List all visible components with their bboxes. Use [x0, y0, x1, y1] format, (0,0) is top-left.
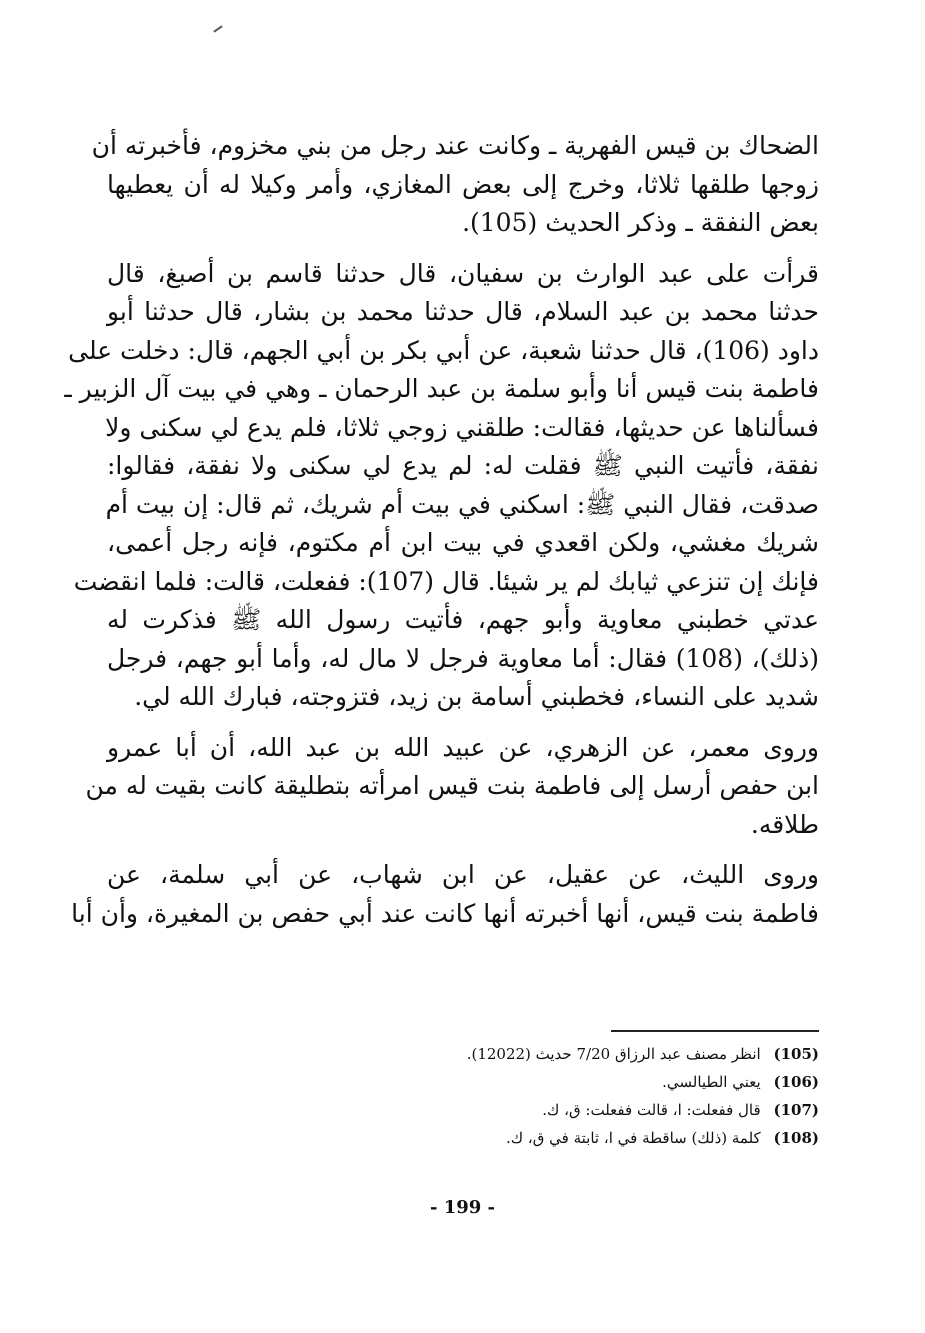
footnote-divider: [611, 1030, 819, 1032]
text-line: بعض النفقة ـ وذكر الحديث (105).: [462, 208, 819, 237]
text-line: طلاقه.: [750, 809, 819, 839]
scan-speck: [213, 25, 222, 32]
footnote-text: كلمة (ذلك) ساقطة في ا، ثابتة في ق، ك.: [506, 1129, 761, 1147]
text-line: شديد على النساء، فخطبني أسامة بن زيد، فتزوجته، فبارك الله لي.: [134, 682, 819, 711]
paragraph-2: [64, 255, 819, 717]
text-line: قرأت على عبد الوارث بن سفيان، قال حدثنا قاسم بن أصبغ، قال: [107, 258, 819, 288]
footnote-number: (108): [773, 1129, 819, 1147]
text-line: شريك مغشي، ولكن اقعدي في بيت ابن أم مكتوم، فإنه رجل أعمى،: [107, 528, 819, 557]
paragraph-1: [91, 127, 819, 243]
footnote-108: [107, 1124, 819, 1152]
footnote-number: (106): [773, 1073, 819, 1091]
page-number: - 199 -: [429, 1197, 496, 1218]
text-line: (ذلك)، (108) فقال: أما معاوية فرجل لا مال له، وأما أبو جهم، فرجل: [107, 643, 819, 673]
footnotes: [107, 1040, 819, 1152]
text-line: زوجها طلقها ثلاثا، وخرج إلى بعض المغازي، وأمر وكيلا له أن يعطيها: [107, 169, 819, 199]
text-line: الضحاك بن قيس الفهرية ـ وكانت عند رجل من بني مخزوم، فأخبرته أن: [91, 131, 819, 160]
footnote-text: قال ففعلت: ا، قالت ففعلت: ق، ك.: [542, 1101, 761, 1119]
text-line: وروى معمر، عن الزهري، عن عبيد الله بن عبد الله، أن أبا عمرو: [107, 732, 819, 762]
paragraph-4: [71, 856, 819, 933]
text-line: حدثنا محمد بن عبد السلام، قال حدثنا محمد بن بشار، قال حدثنا أبو: [107, 297, 819, 326]
footnote-number: (105): [773, 1045, 819, 1063]
text-line: ابن حفص أرسل إلى فاطمة بنت قيس امرأته بتطليقة كانت بقيت له من: [85, 771, 819, 800]
text-line: فاطمة بنت قيس، أنها أخبرته أنها كانت عند أبي حفص بن المغيرة، وأن أبا: [71, 898, 819, 928]
text-line: داود (106)، قال حدثنا شعبة، عن أبي بكر بن أبي الجهم، قال: دخلت على: [68, 335, 819, 365]
text-line: فسألناها عن حديثها، فقالت: طلقني زوجي ثلاثا، فلم يدع لي سكنى ولا: [105, 412, 819, 442]
footnote-text: انظر مصنف عبد الرزاق 7/20 حديث (12022).: [466, 1045, 761, 1063]
footnote-text: يعني الطيالسي.: [662, 1073, 761, 1091]
text-line: نفقة، فأتيت النبي ﷺ فقلت له: لم يدع لي سكنى ولا نفقة، فقالوا:: [107, 451, 819, 480]
text-line: فاطمة بنت قيس أنا وأبو سلمة بن عبد الرحمان ـ وهي في بيت آل الزبير ـ: [64, 374, 819, 403]
text-line: وروى الليث، عن عقيل، عن ابن شهاب، عن أبي سلمة، عن: [107, 860, 819, 889]
footnote-number: (107): [773, 1101, 819, 1119]
footnote-105: [107, 1040, 819, 1068]
footnote-106: [107, 1068, 819, 1096]
text-line: صدقت، فقال النبي ﷺ: اسكني في بيت أم شريك، ثم قال: إن بيت أم: [105, 489, 819, 519]
main-text: [64, 127, 819, 945]
footnote-107: [107, 1096, 819, 1124]
text-line: عدتي خطبني معاوية وأبو جهم، فأتيت رسول الله ﷺ فذكرت له: [107, 605, 819, 634]
text-line: فإنك إن تنزعي ثيابك لم ير شيئا. قال (107): ففعلت، قالت: فلما انقضت: [73, 566, 819, 596]
paragraph-3: [85, 729, 819, 845]
